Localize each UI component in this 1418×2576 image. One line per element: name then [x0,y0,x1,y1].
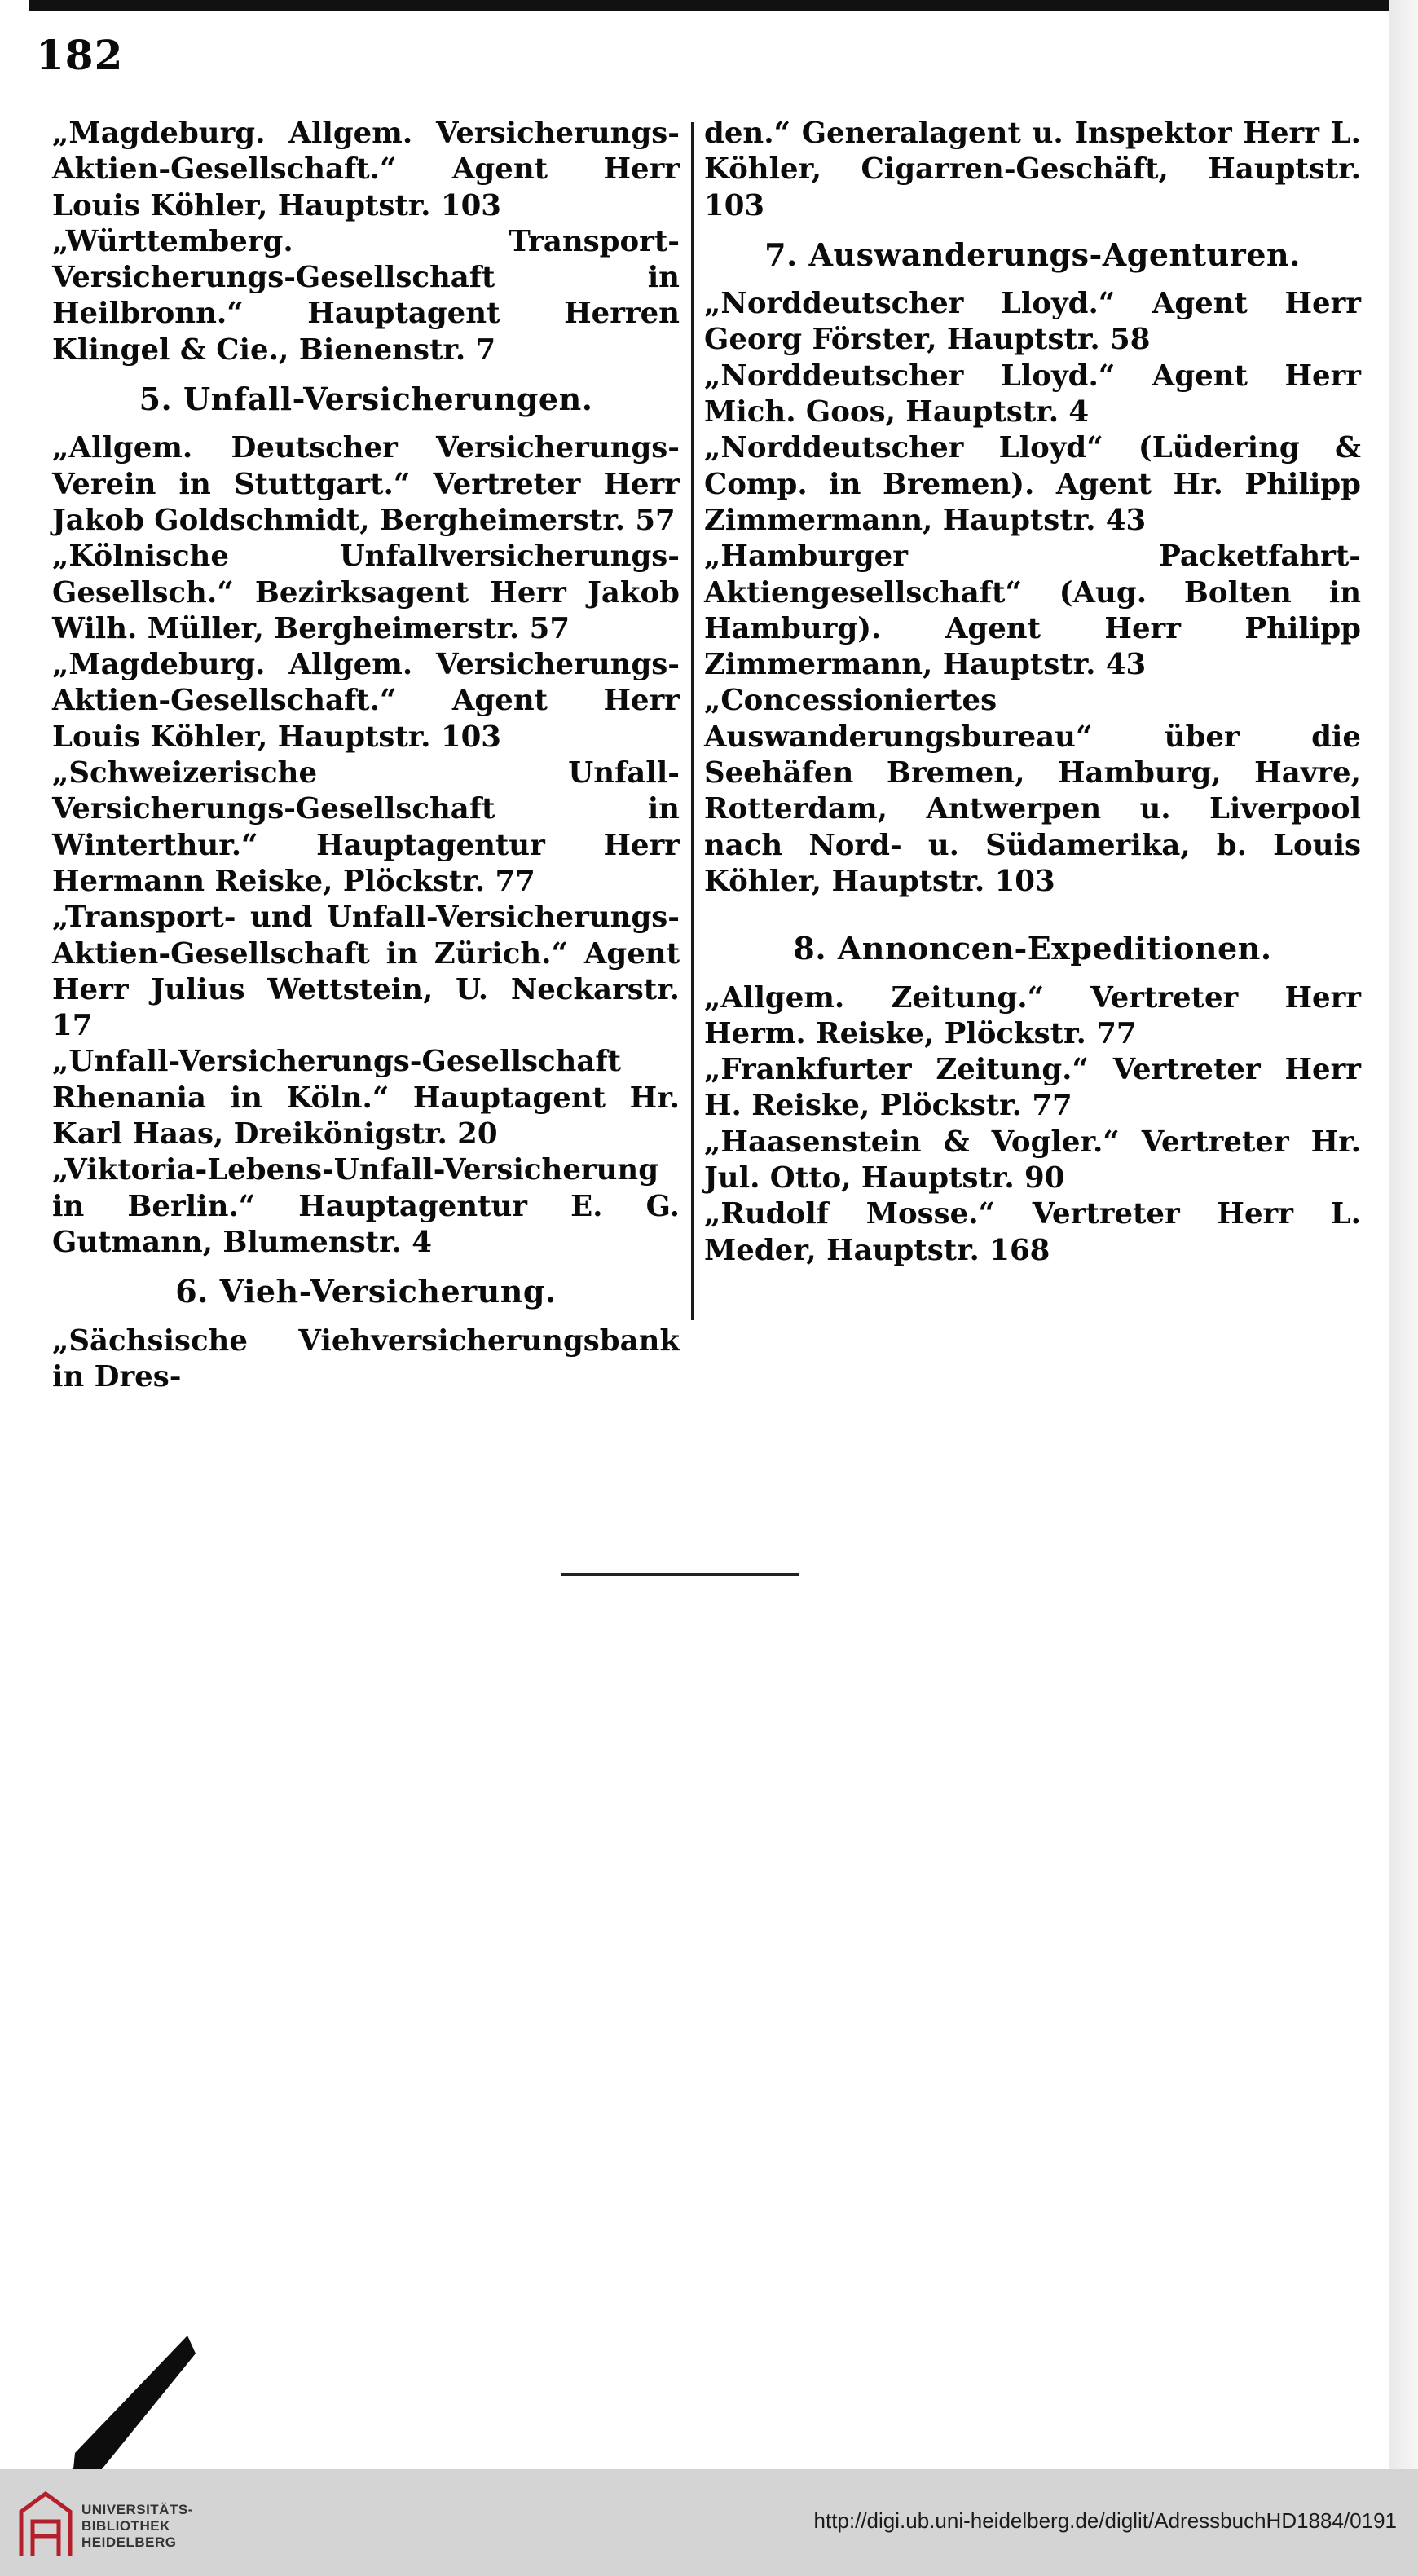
ink-mark [65,2331,196,2477]
section-heading-vieh: 6. Vieh-Versicherung. [175,1273,557,1310]
library-name-line: HEIDELBERG [81,2534,177,2550]
directory-entry: „Hamburger Packetfahrt-Aktiengesellschaft“ (Aug. Bolten in Hamburg). Agent Herr Philipp Zimmermann, Hauptstr. 43 [704,539,1361,682]
directory-entry: „Frankfurter Zeitung.“ Vertreter Herr H. Reiske, Plöckstr. 77 [704,1053,1361,1123]
column-divider [691,122,694,1320]
directory-entry: „Allgem. Zeitung.“ Vertreter Herr Herm. Reiske, Plöckstr. 77 [704,980,1361,1050]
page-number: 182 [36,31,124,79]
directory-entry: „Rudolf Mosse.“ Vertreter Herr L. Meder, Hauptstr. 168 [704,1197,1361,1267]
library-footer [0,2469,1418,2576]
source-url-link[interactable]: http://digi.ub.uni-heidelberg.de/diglit/AdressbuchHD1884/0191 [813,2508,1397,2533]
directory-entry: „Sächsische Viehversicherungsbank in Dres- [52,1323,680,1394]
library-name [81,2502,193,2551]
directory-entry: „Magdeburg. Allgem. Versicherungs-Aktien-Gesellschaft.“ Agent Herr Louis Köhler, Hauptstr. 103 [52,648,680,754]
directory-entry: „Magdeburg. Allgem. Versicherungs-Aktien-Gesellschaft.“ Agent Herr Louis Köhler, Hauptstr. 103 [52,117,680,222]
section-heading-annoncen: 8. Annoncen-Expeditionen. [793,930,1272,967]
library-name-line: BIBLIOTHEK [81,2518,170,2534]
directory-entry: „Schweizerische Unfall-Versicherungs-Gesellschaft in Winterthur.“ Hauptagentur Herr Hermann Reiske, Plöckstr. 77 [52,756,680,898]
right-column [704,116,1361,1269]
directory-entry: „Kölnische Unfallversicherungs-Gesellsch.“ Bezirksagent Herr Jakob Wilh. Müller, Bergheimerstr. 57 [52,539,680,645]
directory-entry: „Unfall-Versicherungs-Gesellschaft Rhenania in Köln.“ Hauptagent Hr. Karl Haas, Dreikönigstr. 20 [52,1045,680,1151]
end-rule [561,1573,799,1576]
directory-entry: „Norddeutscher Lloyd.“ Agent Herr Georg Förster, Hauptstr. 58 [704,287,1361,357]
library-name-line: UNIVERSITÄTS- [81,2502,193,2517]
directory-entry: „Norddeutscher Lloyd“ (Lüdering & Comp. in Bremen). Agent Hr. Philipp Zimmermann, Hauptstr. 43 [704,431,1361,537]
library-logo-icon [16,2487,75,2561]
page-edge-shadow [1389,0,1418,2469]
top-border [29,0,1407,11]
directory-entry: „Haasenstein & Vogler.“ Vertreter Hr. Jul. Otto, Hauptstr. 90 [704,1125,1361,1196]
directory-entry: „Norddeutscher Lloyd.“ Agent Herr Mich. Goos, Hauptstr. 4 [704,359,1361,429]
section-heading-auswanderung: 7. Auswanderungs-Agenturen. [764,236,1301,273]
directory-entry: „Allgem. Deutscher Versicherungs-Verein in Stuttgart.“ Vertreter Herr Jakob Goldschmidt, Bergheimerstr. 57 [52,431,680,537]
left-column [52,116,680,1395]
section-heading-unfall: 5. Unfall-Versicherungen. [139,381,593,418]
directory-entry: „Transport- und Unfall-Versicherungs-Aktien-Gesellschaft in Zürich.“ Agent Herr Julius Wettstein, U. Neckarstr. 17 [52,900,680,1043]
directory-entry: „Viktoria-Lebens-Unfall-Versicherung in Berlin.“ Hauptagentur E. G. Gutmann, Blumenstr. 4 [52,1153,680,1259]
directory-entry: „Concessioniertes Auswanderungsbureau“ über die Seehäfen Bremen, Hamburg, Havre, Rotterdam, Antwerpen u. Liverpool nach Nord- u. Südamerika, b. Louis Köhler, Hauptstr. 103 [704,684,1361,898]
continued-entry: den.“ Generalagent u. Inspektor Herr L. Köhler, Cigarren-Geschäft, Hauptstr. 103 [704,117,1361,222]
directory-entry: „Württemberg. Transport-Versicherungs-Gesellschaft in Heilbronn.“ Hauptagent Herren Klingel & Cie., Bienenstr. 7 [52,224,680,367]
